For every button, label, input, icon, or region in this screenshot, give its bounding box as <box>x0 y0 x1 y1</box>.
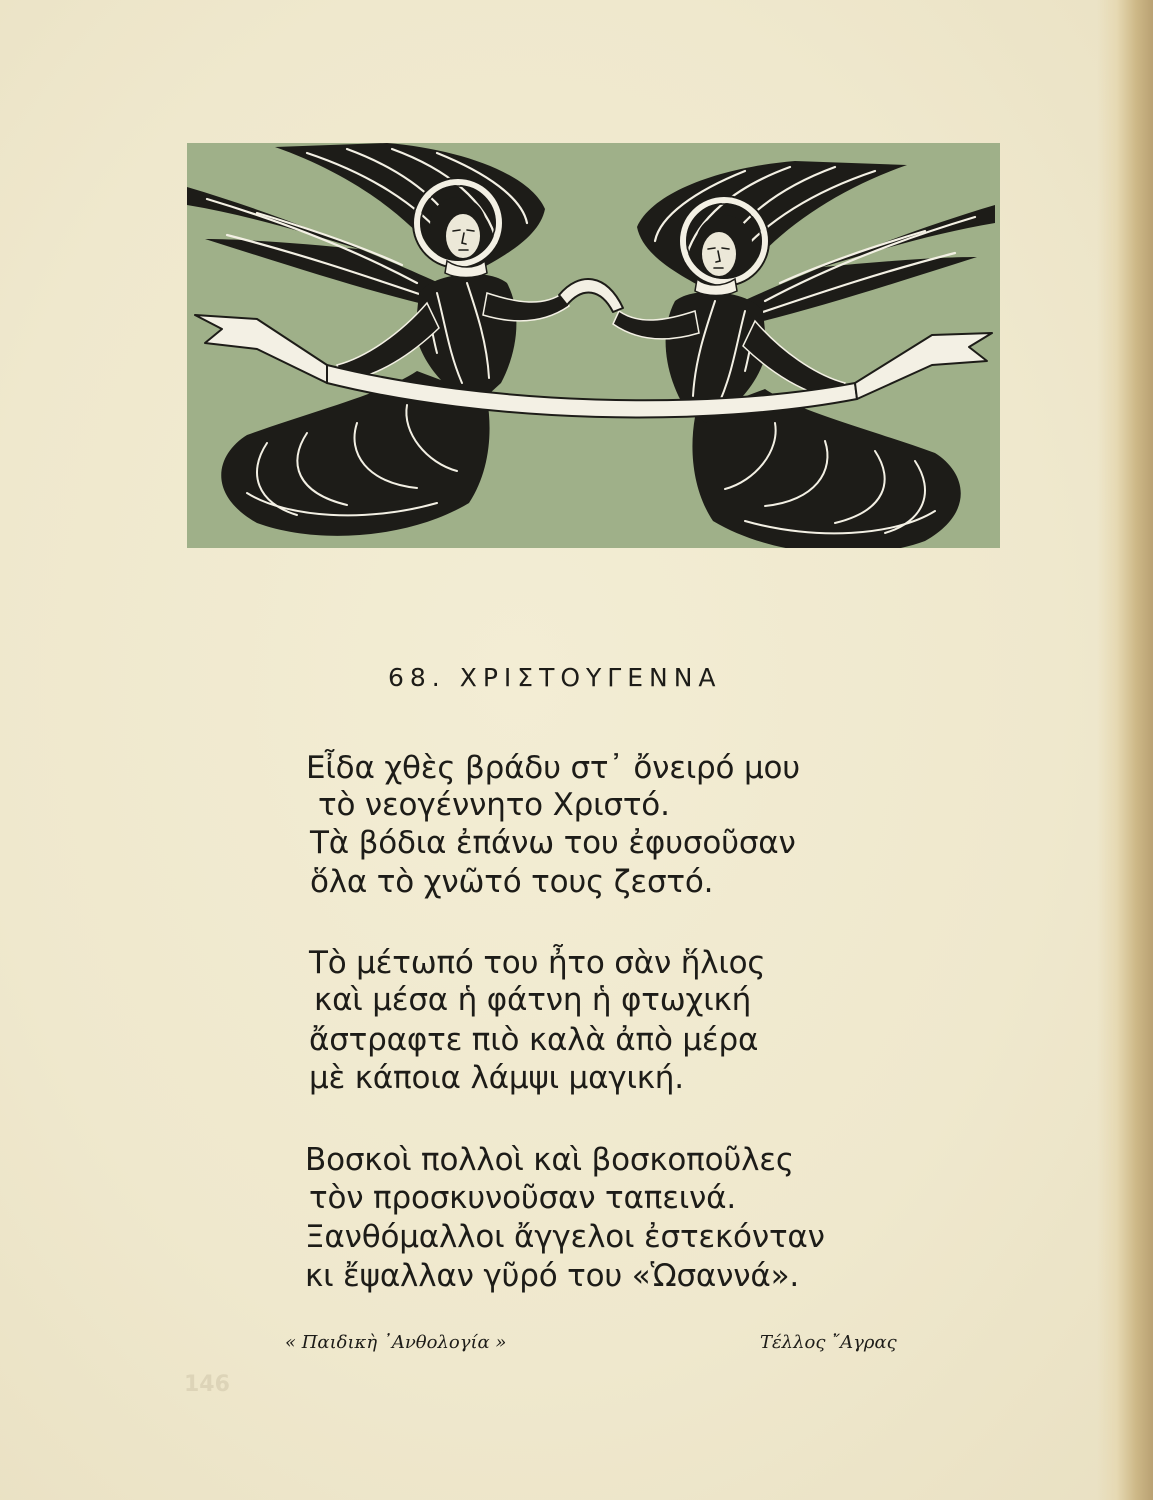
poem-number: 68. <box>388 663 446 692</box>
poem-line: τὸν προσκυνοῦσαν ταπεινά. <box>309 1180 737 1216</box>
poem-line: τὸ νεογέννητο Χριστό. <box>318 787 670 823</box>
poem-line: ἄστραφτε πιὸ καλὰ ἀπὸ μέρα <box>309 1022 759 1058</box>
poem-title-text: ΧΡΙΣΤΟΥΓΕΝΝΑ <box>459 663 722 692</box>
angels-illustration <box>187 143 1000 548</box>
poem-line: Τὰ βόδια ἐπάνω του ἐφυσοῦσαν <box>310 825 796 861</box>
poem-line: Ξανθόμαλλοι ἄγγελοι ἐστεκόνταν <box>305 1219 825 1255</box>
show-through-page-number: 146 <box>184 1372 230 1397</box>
footer-author: Τέλλος ῎Αγρας <box>760 1332 897 1353</box>
poem-line: Βοσκοὶ πολλοὶ καὶ βοσκοποῦλες <box>305 1142 794 1178</box>
footer-source: « Παιδικὴ ᾿Ανθολογία » <box>285 1332 507 1353</box>
poem-line: μὲ κάποια λάμψι μαγική. <box>309 1060 684 1096</box>
poem-title <box>388 662 722 694</box>
poem-line: κι ἔψαλλαν γῦρό του «Ὡσαννά». <box>305 1258 800 1294</box>
poem-line: Εἶδα χθὲς βράδυ στ᾿ ὄνειρό μου <box>306 750 800 786</box>
poem-line: καὶ μέσα ἡ φάτνη ἡ φτωχική <box>314 982 752 1018</box>
page-gutter-shadow <box>1097 0 1153 1500</box>
poem-line: ὅλα τὸ χνῶτό τους ζεστό. <box>310 864 714 900</box>
poem-line: Τὸ μέτωπό του ἦτο σὰν ἥλιος <box>309 945 766 981</box>
